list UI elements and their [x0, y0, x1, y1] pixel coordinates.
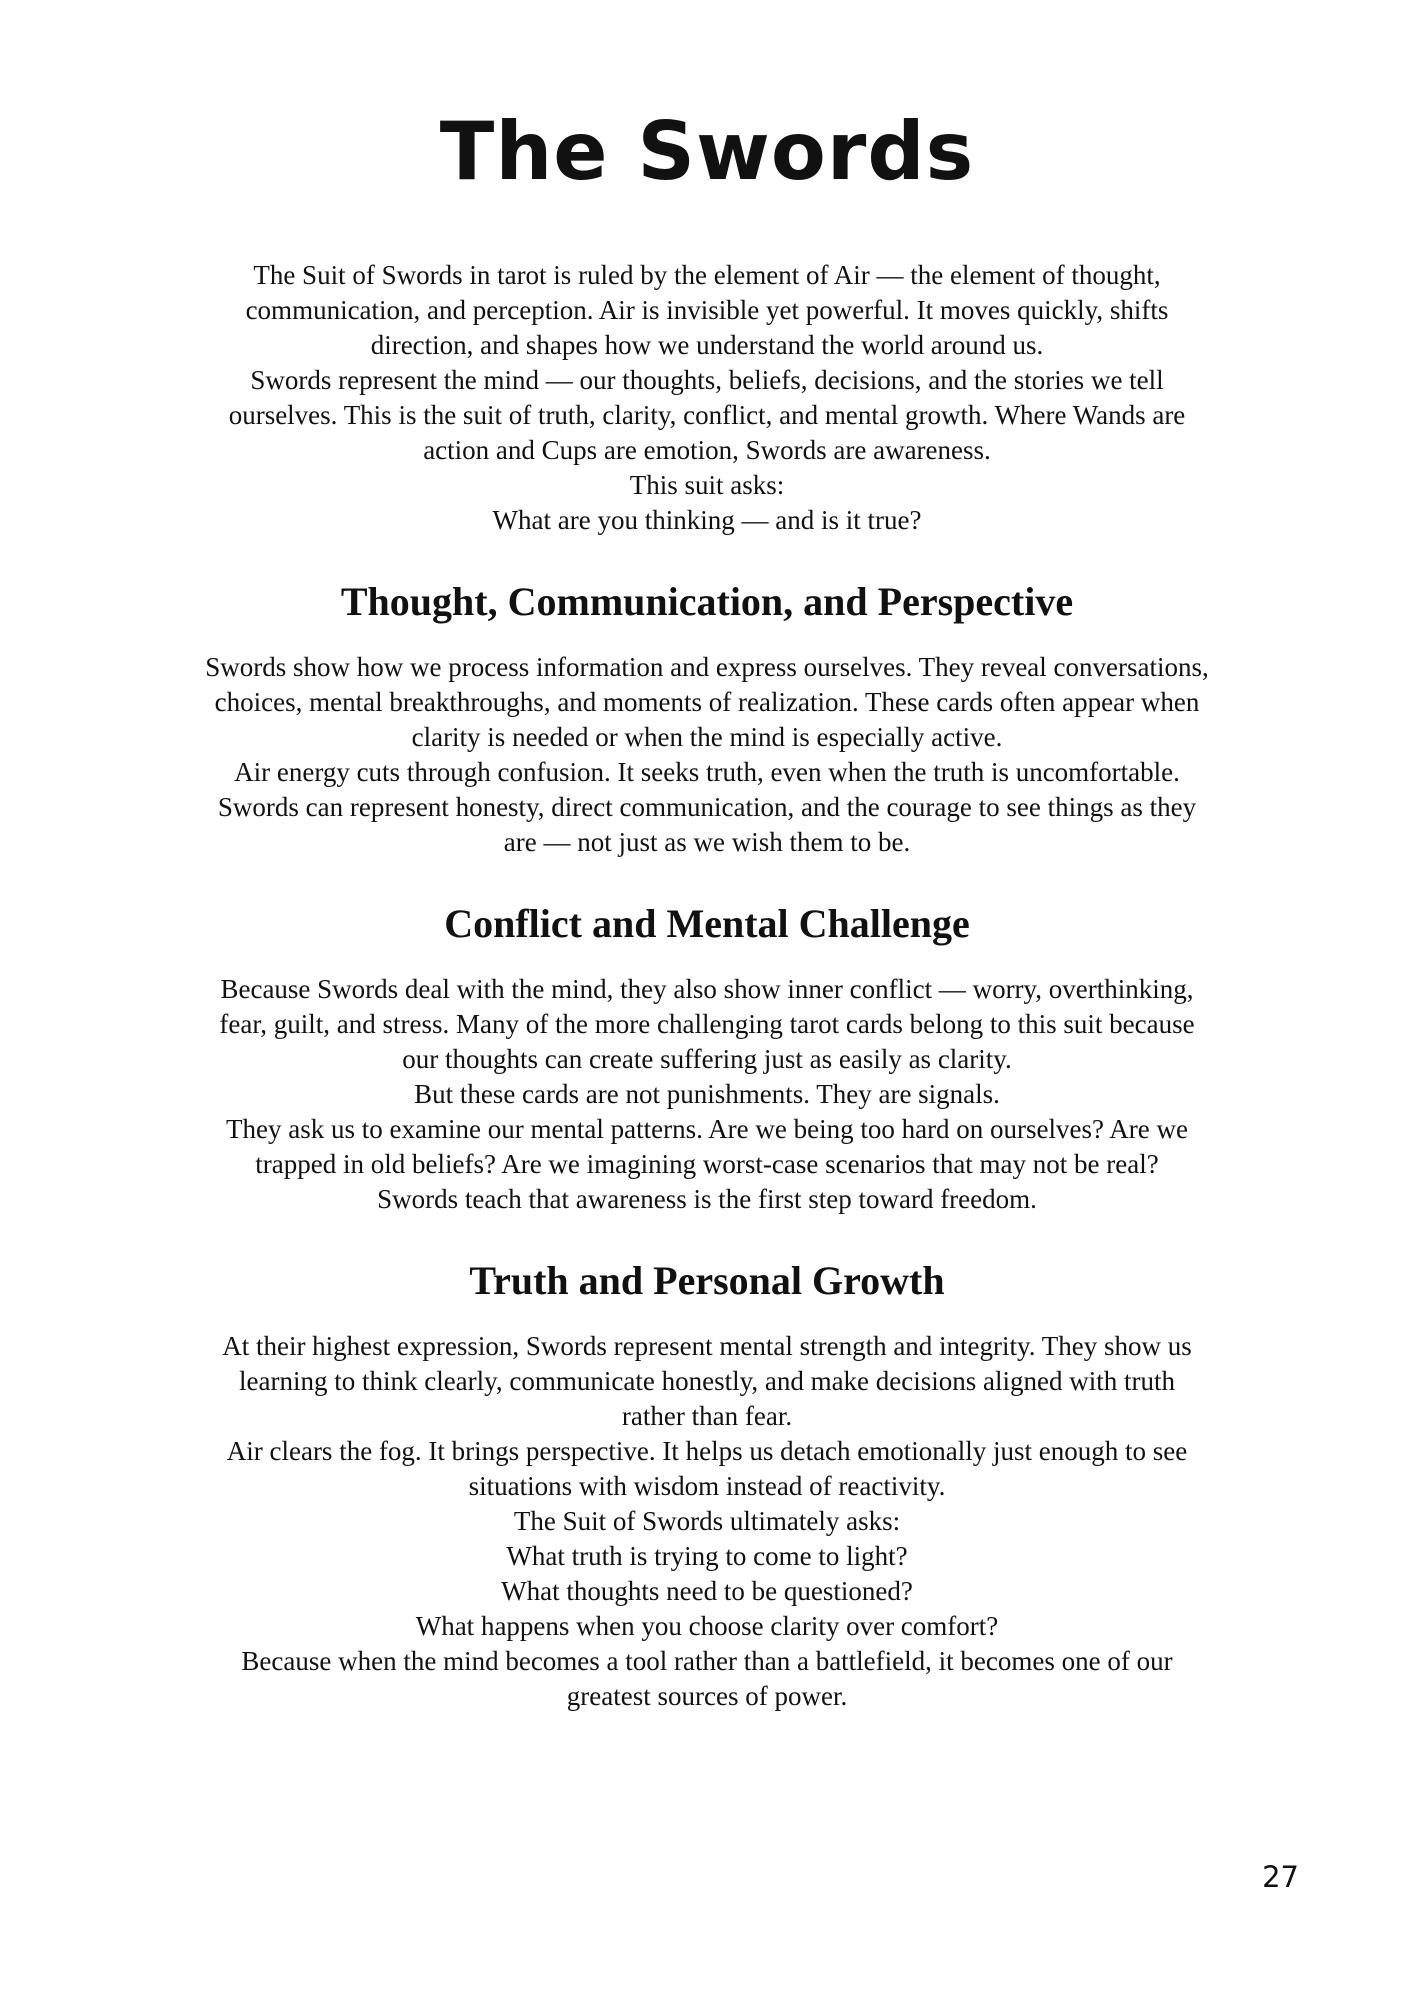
body-line: Because Swords deal with the mind, they also show inner conflict — worry, overthinking, — [220, 974, 1194, 1004]
intro-line: Swords represent the mind — our thoughts, beliefs, decisions, and the stories we tell — [250, 365, 1164, 395]
body-line: are — not just as we wish them to be. — [503, 827, 911, 857]
body-line: fear, guilt, and stress. Many of the more challenging tarot cards belong to this suit because — [219, 1009, 1195, 1039]
body-line: Swords teach that awareness is the first step toward freedom. — [377, 1184, 1037, 1214]
body-line: choices, mental breakthroughs, and moments of realization. These cards often appear when — [214, 687, 1200, 717]
body-line: learning to think clearly, communicate honestly, and make decisions aligned with truth — [239, 1366, 1175, 1396]
body-line: What truth is trying to come to light? — [506, 1541, 908, 1571]
intro-paragraph — [117, 258, 1297, 538]
intro-line: communication, and perception. Air is invisible yet powerful. It moves quickly, shifts — [245, 295, 1169, 325]
section-heading-thought-communication-perspective: Thought, Communication, and Perspective — [340, 579, 1074, 624]
body-line: What thoughts need to be questioned? — [501, 1576, 913, 1606]
section-heading-conflict-mental-challenge: Conflict and Mental Challenge — [444, 901, 970, 946]
page-title: The Swords — [439, 105, 975, 198]
body-line: At their highest expression, Swords represent mental strength and integrity. They show us — [222, 1331, 1192, 1361]
section-heading-truth-personal-growth: Truth and Personal Growth — [469, 1258, 945, 1303]
intro-line: What are you thinking — and is it true? — [492, 505, 922, 535]
body-line: rather than fear. — [621, 1401, 793, 1431]
body-line: greatest sources of power. — [566, 1681, 848, 1711]
body-line: But these cards are not punishments. They are signals. — [414, 1079, 1000, 1109]
body-line: They ask us to examine our mental patterns. Are we being too hard on ourselves? Are we — [226, 1114, 1188, 1144]
body-line: Air energy cuts through confusion. It seeks truth, even when the truth is uncomfortable. — [234, 757, 1180, 787]
intro-line: ourselves. This is the suit of truth, clarity, conflict, and mental growth. Where Wands are — [228, 400, 1186, 430]
body-line: trapped in old beliefs? Are we imagining worst-case scenarios that may not be real? — [255, 1149, 1159, 1179]
intro-line: direction, and shapes how we understand the world around us. — [370, 330, 1044, 360]
section-body-thought-communication-perspective — [117, 650, 1297, 860]
section-body-conflict-mental-challenge — [117, 972, 1297, 1217]
body-line: situations with wisdom instead of reactivity. — [468, 1471, 946, 1501]
body-line: Swords show how we process information and express ourselves. They reveal conversations, — [205, 652, 1209, 682]
body-line: The Suit of Swords ultimately asks: — [513, 1506, 901, 1536]
body-line: What happens when you choose clarity over comfort? — [415, 1611, 999, 1641]
page-number: 27 — [1262, 1860, 1299, 1894]
intro-line: This suit asks: — [629, 470, 785, 500]
body-line: Swords can represent honesty, direct communication, and the courage to see things as they — [217, 792, 1197, 822]
body-line: Because when the mind becomes a tool rather than a battlefield, it becomes one of our — [241, 1646, 1173, 1676]
body-line: Air clears the fog. It brings perspective. It helps us detach emotionally just enough to see — [226, 1436, 1188, 1466]
body-line: clarity is needed or when the mind is especially active. — [411, 722, 1003, 752]
intro-line: action and Cups are emotion, Swords are awareness. — [423, 435, 991, 465]
section-body-truth-personal-growth — [117, 1329, 1297, 1714]
intro-line: The Suit of Swords in tarot is ruled by the element of Air — the element of thought, — [253, 260, 1161, 290]
body-line: our thoughts can create suffering just as easily as clarity. — [402, 1044, 1012, 1074]
